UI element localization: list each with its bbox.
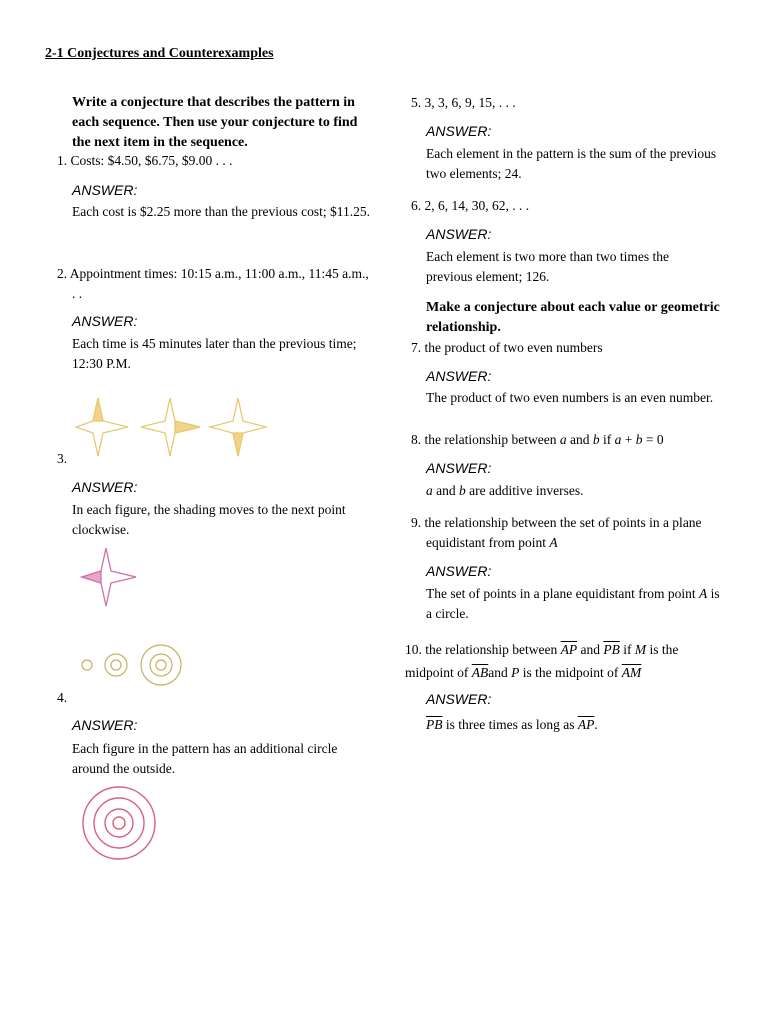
- problem-number: 7.: [411, 340, 422, 355]
- answer-label: ANSWER:: [426, 691, 492, 707]
- page-title: 2-1 Conjectures and Counterexamples: [45, 46, 274, 61]
- circle-icon: [113, 817, 125, 829]
- answer-7: The product of two even numbers is an even number.: [426, 390, 714, 405]
- problem-6: [411, 196, 529, 216]
- problem-3: [57, 449, 67, 469]
- problem-4: [57, 688, 67, 708]
- answer-label: ANSWER:: [426, 123, 492, 139]
- answer-1: Each cost is $2.25 more than the previous cost; $11.25.: [72, 204, 370, 219]
- circle-icon: [150, 654, 172, 676]
- star-sequence-figure: [88, 396, 268, 460]
- circle-icon: [141, 645, 181, 685]
- problem-number: 3.: [57, 451, 68, 466]
- answer-10: $\overline{PB}$ is three times as long as $\overline{AP}$.: [426, 717, 598, 732]
- answer-2: Each time is 45 minutes later than the previous time; 12:30 P.M.: [72, 336, 357, 371]
- problem-number: 6.: [411, 198, 422, 213]
- problem-9: [411, 513, 731, 553]
- answer-label: ANSWER:: [72, 182, 138, 198]
- answer-6: Each element is two more than two times the previous element; 126.: [426, 249, 669, 284]
- answer-label: ANSWER:: [72, 313, 138, 329]
- star-icon: [210, 398, 266, 456]
- circle-icon: [105, 654, 127, 676]
- answer-8: a and b are additive inverses.: [426, 483, 584, 498]
- circle-pink-figure: [80, 784, 158, 862]
- circle-icon: [105, 809, 133, 837]
- problem-number: 10.: [405, 642, 422, 657]
- problem-text: the relationship between the set of points in a plane equidistant from point A: [424, 515, 702, 550]
- answer-label: ANSWER:: [426, 368, 492, 384]
- problem-text: 2, 6, 14, 30, 62, . . .: [424, 198, 530, 213]
- problem-text: Appointment times: 10:15 a.m., 11:00 a.m., 11:45 a.m., . .: [69, 266, 369, 301]
- star-pink-figure: [80, 546, 140, 610]
- circle-sequence-figure: [78, 642, 188, 688]
- star-icon: [141, 398, 200, 456]
- answer-label: ANSWER:: [426, 226, 492, 242]
- circle-icon: [82, 660, 92, 670]
- segment-pb: $\overline{PB}$: [603, 642, 620, 657]
- problem-5: [411, 93, 516, 113]
- circle-icon: [111, 660, 121, 670]
- problem-number: 2.: [57, 266, 68, 281]
- problem-number: 9.: [411, 515, 422, 530]
- segment-am: $\overline{AM}$: [621, 665, 642, 680]
- segment-pb: $\overline{PB}$: [426, 717, 443, 732]
- problem-7: [411, 338, 603, 358]
- section-instructions-1: Write a conjecture that describes the pattern in each sequence. Then use your conjecture to find the next item in the sequence.: [72, 95, 358, 150]
- segment-ap: $\overline{AP}$: [577, 717, 595, 732]
- problem-10: [405, 638, 725, 684]
- answer-4: Each figure in the pattern has an additional circle around the outside.: [72, 741, 338, 776]
- segment-ab: $\overline{AB}$: [471, 665, 489, 680]
- problem-text: the relationship between a and b if a + b = 0: [424, 432, 664, 447]
- section-instructions-2: Make a conjecture about each value or geometric relationship.: [426, 300, 720, 335]
- answer-label: ANSWER:: [426, 460, 492, 476]
- problem-text: 3, 3, 6, 9, 15, . . .: [424, 95, 516, 110]
- problem-8: [411, 430, 664, 450]
- problem-number: 5.: [411, 95, 422, 110]
- circle-icon: [156, 660, 166, 670]
- problem-2: [57, 264, 372, 304]
- answer-3: In each figure, the shading moves to the next point clockwise.: [72, 502, 346, 537]
- segment-ap: $\overline{AP}$: [560, 642, 578, 657]
- problem-text: Costs: $4.50, $6.75, $9.00 . . .: [70, 153, 233, 168]
- answer-label: ANSWER:: [426, 563, 492, 579]
- star-icon: [76, 398, 128, 456]
- answer-label: ANSWER:: [72, 479, 138, 495]
- problem-number: 8.: [411, 432, 422, 447]
- problem-1: [57, 151, 377, 171]
- answer-9: The set of points in a plane equidistant from point A is a circle.: [426, 586, 720, 621]
- answer-5: Each element in the pattern is the sum of the previous two elements; 24.: [426, 146, 717, 181]
- problem-number: 1.: [57, 153, 68, 168]
- circle-icon: [94, 798, 144, 848]
- problem-text: the product of two even numbers: [424, 340, 603, 355]
- problem-number: 4.: [57, 690, 68, 705]
- answer-label: ANSWER:: [72, 717, 138, 733]
- problem-text: the relationship between $\overline{AP}$ and $\overline{PB}$ if M is the midpoint of $\overline{AB}and$ P is the midpoint of $\overline{AM}$: [405, 642, 679, 680]
